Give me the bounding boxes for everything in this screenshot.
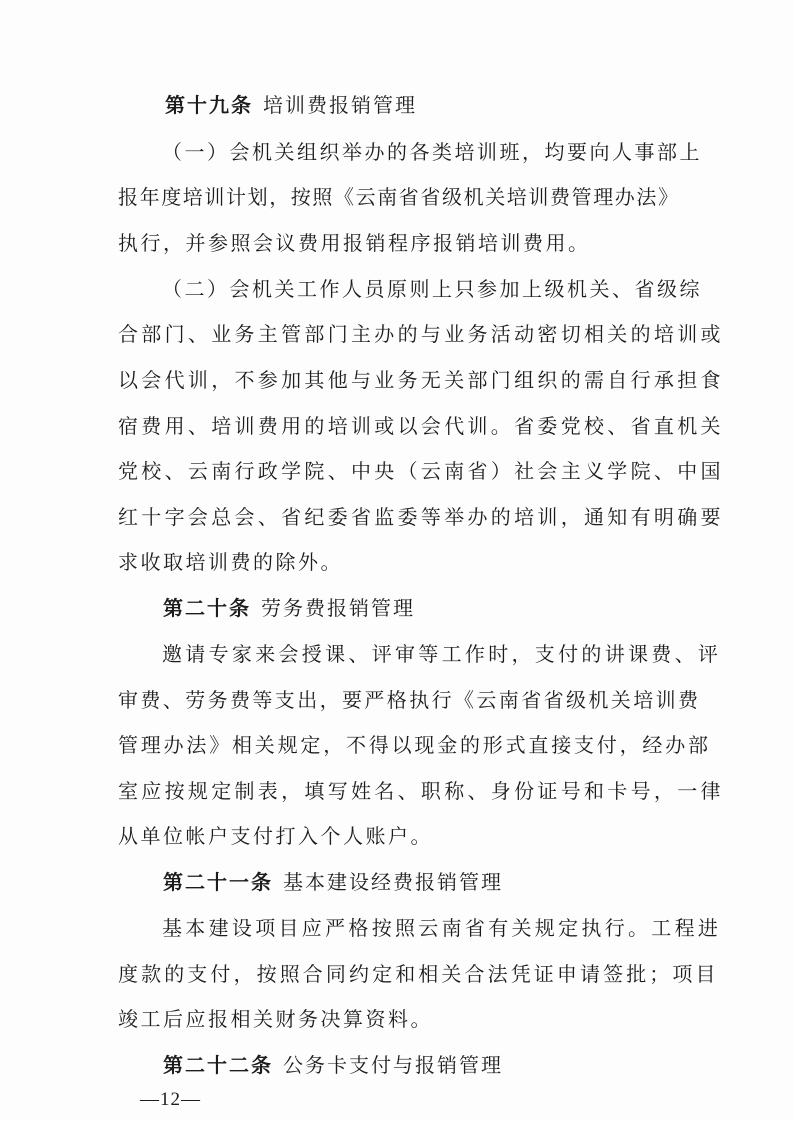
page-number: —12— xyxy=(140,1089,201,1110)
paragraph-line: 邀请专家来会授课、评审等工作时，支付的讲课费、评 xyxy=(162,642,722,666)
paragraph-line: 党校、云南行政学院、中央（云南省）社会主义学院、中国 xyxy=(118,459,724,483)
paragraph-line: 竣工后应报相关财务决算资料。 xyxy=(118,1007,433,1031)
paragraph-line: （一）会机关组织举办的各类培训班，均要向人事部上 xyxy=(162,140,702,164)
paragraph-line: 红十字会总会、省纪委省监委等举办的培训，通知有明确要 xyxy=(118,505,724,529)
article-20-heading xyxy=(163,594,415,622)
paragraph-line: 从单位帐户支付打入个人账户。 xyxy=(118,824,433,848)
paragraph-line: 求收取培训费的除外。 xyxy=(118,550,343,574)
paragraph-line: 报年度培训计划，按照《云南省省级机关培训费管理办法》 xyxy=(118,185,680,209)
article-19-heading xyxy=(165,91,417,119)
article-21-heading xyxy=(163,868,503,896)
paragraph-line: 宿费用、培训费用的培训或以会代训。省委党校、省直机关 xyxy=(118,414,724,438)
article-22-title: 公务卡支付与报销管理 xyxy=(283,1053,503,1077)
article-22-label: 第二十二条 xyxy=(163,1053,273,1077)
article-19-title: 培训费报销管理 xyxy=(263,93,417,117)
article-20-title: 劳务费报销管理 xyxy=(261,596,415,620)
article-19-label: 第十九条 xyxy=(165,93,253,117)
paragraph-line: 以会代训，不参加其他与业务无关部门组织的需自行承担食 xyxy=(118,368,724,392)
paragraph-line: 基本建设项目应严格按照云南省有关规定执行。工程进 xyxy=(162,916,722,940)
paragraph-line: 合部门、业务主管部门主办的与业务活动密切相关的培训或 xyxy=(118,322,724,346)
article-20-label: 第二十条 xyxy=(163,596,251,620)
paragraph-line: 审费、劳务费等支出，要严格执行《云南省省级机关培训费 xyxy=(118,688,701,712)
paragraph-line: 管理办法》相关规定，不得以现金的形式直接支付，经办部 xyxy=(118,733,711,757)
article-22-heading xyxy=(163,1051,503,1079)
paragraph-line: （二）会机关工作人员原则上只参加上级机关、省级综 xyxy=(162,277,702,301)
paragraph-line: 室应按规定制表，填写姓名、职称、身份证号和卡号，一律 xyxy=(118,779,724,803)
article-21-title: 基本建设经费报销管理 xyxy=(283,870,503,894)
article-21-label: 第二十一条 xyxy=(163,870,273,894)
paragraph-line: 度款的支付，按照合同约定和相关合法凭证申请签批；项目 xyxy=(118,962,719,986)
paragraph-line: 执行，并参照会议费用报销程序报销培训费用。 xyxy=(118,231,591,255)
